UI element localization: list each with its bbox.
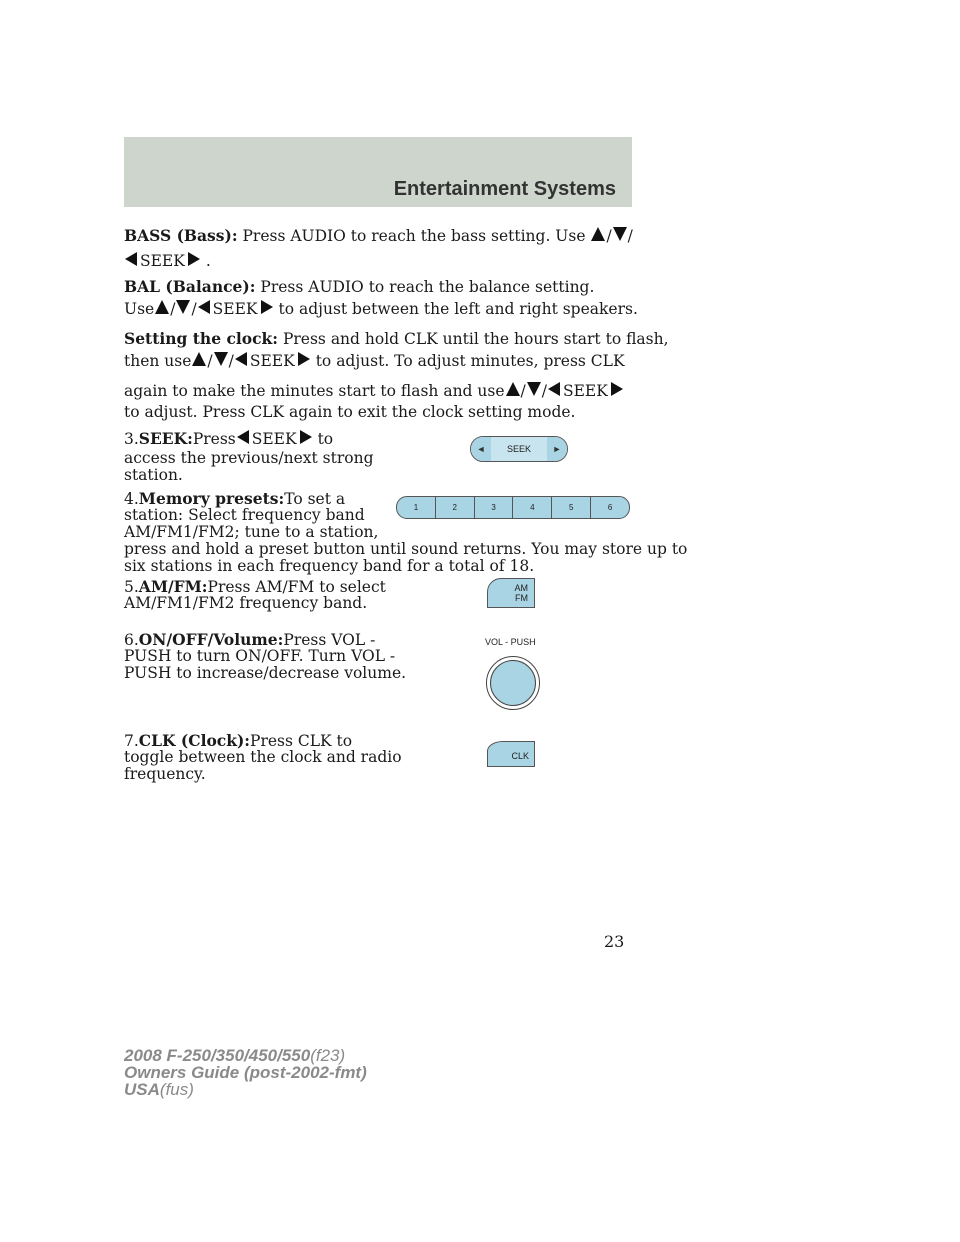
then-use: then use (124, 352, 192, 370)
seek-word: SEEK (212, 300, 258, 318)
footer-guide: Owners Guide (post-2002-fmt) (124, 1063, 367, 1082)
clock-paragraph (124, 330, 669, 348)
header-band (124, 137, 632, 207)
preset-buttons-figure (396, 496, 630, 519)
onoff-text1: Press VOL - (283, 631, 376, 649)
vol-knob-figure (486, 656, 540, 710)
seek-item (124, 430, 333, 448)
item-number: 6. (124, 631, 139, 649)
seek-word: SEEK (251, 430, 297, 448)
clk-button-label: CLK (511, 751, 529, 761)
seek-right-arrow-icon (298, 352, 310, 366)
seek-left-arrow-icon (125, 252, 137, 266)
down-arrow-icon (527, 382, 541, 396)
clk-label: CLK (Clock): (138, 731, 251, 750)
seek-left-arrow-icon (548, 382, 560, 396)
down-arrow-icon (613, 227, 627, 241)
footer-model: 2008 F-250/350/450/550 (124, 1046, 311, 1065)
clk-line3: frequency. (124, 765, 206, 783)
seek-left-icon: ◄ (471, 437, 491, 461)
footer-region: USA (124, 1080, 160, 1099)
item-number: 3. (124, 430, 139, 448)
amfm-line1: AM (514, 583, 528, 593)
vol-knob-label: VOL - PUSH (485, 637, 536, 647)
preset-button-6: 6 (607, 503, 613, 512)
up-arrow-icon (591, 227, 605, 241)
amfm-line2: AM/FM1/FM2 frequency band. (124, 594, 368, 612)
seek-word: SEEK (249, 352, 295, 370)
item-number: 7. (124, 732, 139, 750)
bal-paragraph (124, 278, 594, 296)
slash: / (170, 300, 176, 318)
bass-text: Press AUDIO to reach the bass setting. Use (242, 227, 586, 245)
down-arrow-icon (176, 300, 190, 314)
item-number: 5. (124, 578, 139, 596)
presets-line5: six stations in each frequency band for a total of 18. (124, 557, 535, 575)
preset-button-5: 5 (552, 497, 591, 518)
presets-line2: station: Select frequency band (124, 506, 365, 524)
clock-label: Setting the clock: (124, 329, 279, 348)
clk-line2: toggle between the clock and radio (124, 748, 402, 766)
footer (124, 1047, 367, 1098)
seek-word: SEEK (140, 252, 185, 270)
bal-paragraph-line2 (124, 300, 638, 318)
footer-region-code: (fus) (159, 1080, 194, 1099)
preset-button-2: 2 (436, 497, 475, 518)
page-section-title: Entertainment Systems (393, 178, 616, 200)
seek-left-arrow-icon (235, 352, 247, 366)
slash: / (207, 352, 213, 370)
seek-button-label: SEEK (491, 437, 547, 461)
bass-paragraph-line2 (124, 252, 211, 270)
clock-paragraph-line4 (124, 404, 575, 421)
clock-text1: Press and hold CLK until the hours start to flash, (282, 330, 669, 348)
clock-text2: to adjust. To adjust minutes, press CLK (315, 352, 625, 370)
up-arrow-icon (192, 352, 206, 366)
onoff-label: ON/OFF/Volume: (138, 630, 284, 649)
footer-model-code: (f23) (310, 1046, 346, 1065)
footer-line1 (124, 1047, 367, 1064)
onoff-line3: PUSH to increase/decrease volume. (124, 664, 407, 682)
down-arrow-icon (214, 352, 228, 366)
seek-item-line3: station. (124, 466, 183, 484)
use-word: Use (124, 300, 155, 318)
slash: / (520, 382, 526, 400)
bal-text: Press AUDIO to reach the balance setting. (260, 278, 595, 296)
bass-paragraph (124, 227, 633, 245)
seek-word: SEEK (562, 382, 608, 400)
footer-line3 (124, 1081, 367, 1098)
preset-button-3: 3 (475, 497, 514, 518)
presets-line4: press and hold a preset button until sound returns. You may store up to (124, 540, 688, 558)
seek-right-arrow-icon (261, 300, 273, 314)
amfm-line2-label: FM (515, 593, 528, 603)
slash: / (627, 227, 633, 245)
slash: / (541, 382, 547, 400)
seek-right-arrow-icon (300, 430, 312, 444)
clock-paragraph-line3 (124, 382, 629, 400)
bal-tail: to adjust between the left and right speakers. (278, 300, 638, 318)
item-number: 4. (124, 490, 139, 508)
up-arrow-icon (155, 300, 169, 314)
seek-left-arrow-icon (237, 430, 249, 444)
seek-label: SEEK: (138, 429, 193, 448)
amfm-text1: Press AM/FM to select (207, 578, 386, 596)
clk-text1: Press CLK to (250, 732, 353, 750)
slash: / (228, 352, 234, 370)
clk-button-figure (487, 741, 535, 767)
bal-label: BAL (Balance): (124, 277, 256, 296)
clock-text3: again to make the minutes start to flash and use (124, 382, 505, 400)
amfm-button-figure (487, 578, 535, 608)
bass-label: BASS (Bass): (124, 226, 238, 245)
preset-button-4: 4 (513, 497, 552, 518)
vol-knob-inner (490, 660, 536, 706)
amfm-label: AM/FM: (138, 577, 208, 596)
seek-right-icon: ► (547, 437, 567, 461)
preset-button-1: 1 (397, 497, 436, 518)
seek-right-arrow-icon (611, 382, 623, 396)
page-number: 23 (604, 932, 625, 951)
slash: / (606, 227, 612, 245)
presets-line3: AM/FM1/FM2; tune to a station, (124, 523, 379, 541)
seek-item-line2: access the previous/next strong (124, 449, 374, 467)
presets-label: Memory presets: (138, 489, 285, 508)
clock-text4: to adjust. Press CLK again to exit the clock setting mode. (124, 403, 576, 421)
to-word: to (317, 430, 334, 448)
up-arrow-icon (506, 382, 520, 396)
seek-left-arrow-icon (198, 300, 210, 314)
onoff-line2: PUSH to turn ON/OFF. Turn VOL - (124, 647, 396, 665)
presets-text1: To set a (284, 490, 346, 508)
period: . (205, 252, 211, 270)
seek-button-figure (470, 436, 568, 462)
clock-paragraph-line2 (124, 352, 625, 370)
slash: / (191, 300, 197, 318)
press-word: Press (192, 430, 236, 448)
seek-right-arrow-icon (188, 252, 200, 266)
